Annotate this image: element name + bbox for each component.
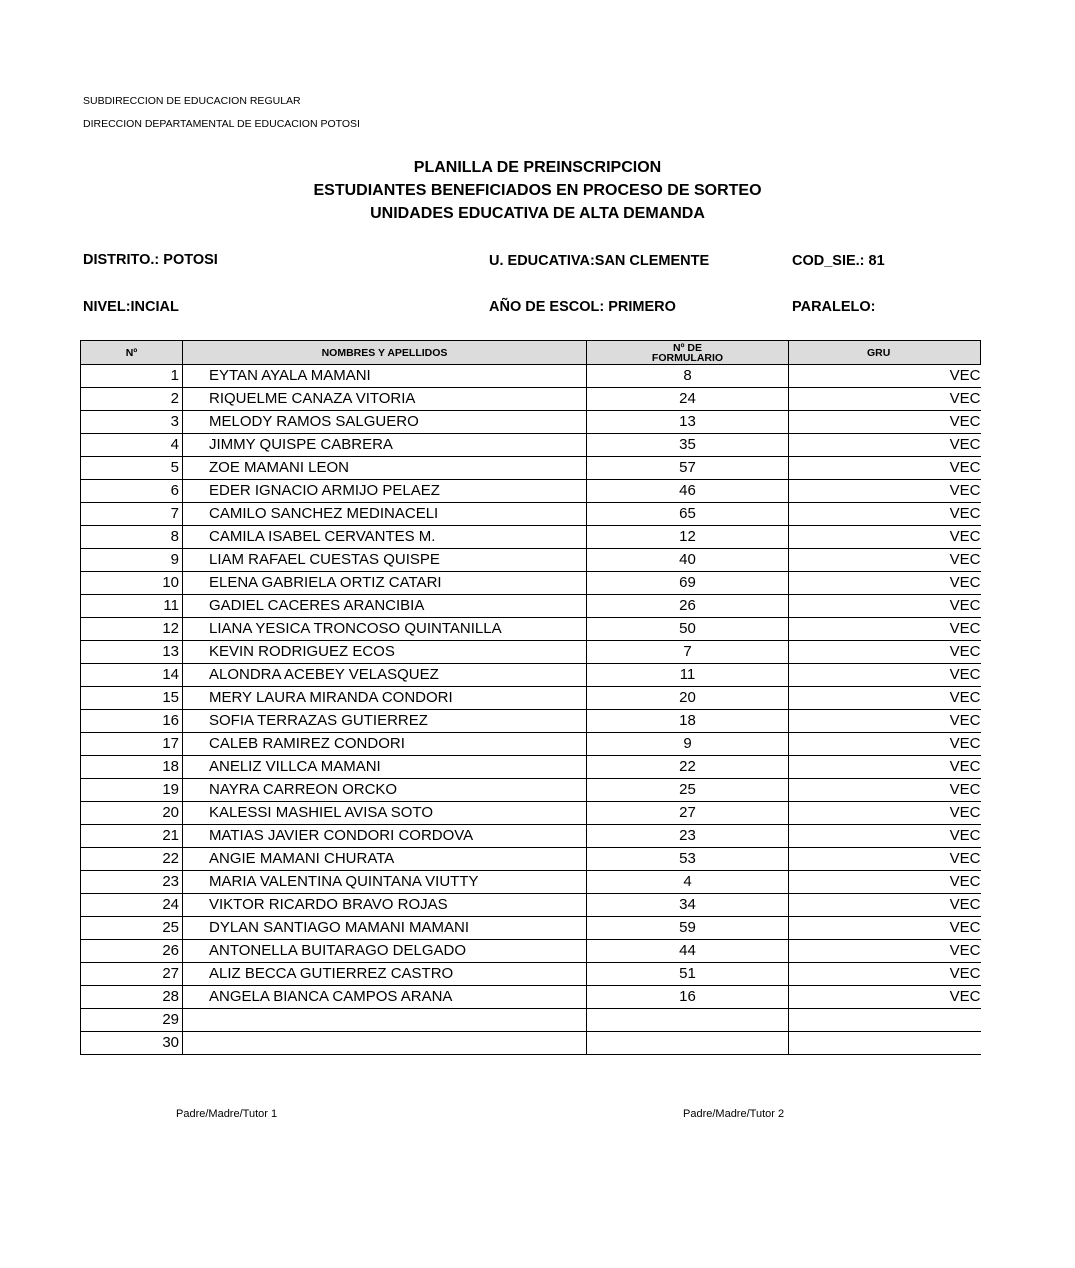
row-name: NAYRA CARREON ORCKO xyxy=(183,779,587,802)
row-grupo xyxy=(789,1032,981,1055)
row-number: 11 xyxy=(81,595,183,618)
table-row xyxy=(81,779,981,802)
meta-nivel: NIVEL:INCIAL xyxy=(83,299,179,315)
row-grupo: VEC xyxy=(789,940,981,963)
row-grupo: VEC xyxy=(789,779,981,802)
row-grupo: VEC xyxy=(789,710,981,733)
table-row xyxy=(81,434,981,457)
header-formulario xyxy=(587,341,789,365)
table-row xyxy=(81,687,981,710)
row-number: 30 xyxy=(81,1032,183,1055)
title-unidades: UNIDADES EDUCATIVA DE ALTA DEMANDA xyxy=(370,205,705,222)
row-name: GADIEL CACERES ARANCIBIA xyxy=(183,595,587,618)
title-planilla: PLANILLA DE PREINSCRIPCION xyxy=(413,159,662,176)
table-row xyxy=(81,572,981,595)
table-row xyxy=(81,549,981,572)
row-number: 26 xyxy=(81,940,183,963)
row-number: 1 xyxy=(81,365,183,388)
row-number: 17 xyxy=(81,733,183,756)
row-number: 27 xyxy=(81,963,183,986)
row-formulario: 35 xyxy=(587,434,789,457)
row-formulario: 11 xyxy=(587,664,789,687)
header-subdireccion: SUBDIRECCION DE EDUCACION REGULAR xyxy=(83,95,301,107)
row-name: MATIAS JAVIER CONDORI CORDOVA xyxy=(183,825,587,848)
row-grupo: VEC xyxy=(789,480,981,503)
row-name: SOFIA TERRAZAS GUTIERREZ xyxy=(183,710,587,733)
row-number: 28 xyxy=(81,986,183,1009)
row-number: 20 xyxy=(81,802,183,825)
row-grupo: VEC xyxy=(789,917,981,940)
row-number: 8 xyxy=(81,526,183,549)
row-formulario: 44 xyxy=(587,940,789,963)
meta-paralelo: PARALELO: xyxy=(792,299,876,315)
table-row xyxy=(81,825,981,848)
table-row xyxy=(81,664,981,687)
row-grupo: VEC xyxy=(789,802,981,825)
header-formulario-line1: Nº DE xyxy=(673,341,702,354)
row-number: 9 xyxy=(81,549,183,572)
row-grupo: VEC xyxy=(789,572,981,595)
row-name: ANGELA BIANCA CAMPOS ARANA xyxy=(183,986,587,1009)
row-name: CAMILA ISABEL CERVANTES M. xyxy=(183,526,587,549)
row-name: EDER IGNACIO ARMIJO PELAEZ xyxy=(183,480,587,503)
row-grupo: VEC xyxy=(789,733,981,756)
row-number: 15 xyxy=(81,687,183,710)
row-number: 7 xyxy=(81,503,183,526)
row-formulario: 23 xyxy=(587,825,789,848)
row-name: ELENA GABRIELA ORTIZ CATARI xyxy=(183,572,587,595)
row-formulario: 7 xyxy=(587,641,789,664)
row-number: 2 xyxy=(81,388,183,411)
row-formulario: 40 xyxy=(587,549,789,572)
row-name: RIQUELME CANAZA VITORIA xyxy=(183,388,587,411)
row-grupo: VEC xyxy=(789,595,981,618)
row-name xyxy=(183,1009,587,1032)
row-formulario: 34 xyxy=(587,894,789,917)
table-row xyxy=(81,963,981,986)
header-nombres: NOMBRES Y APELLIDOS xyxy=(183,341,587,365)
header-direccion: DIRECCION DEPARTAMENTAL DE EDUCACION POTOSI xyxy=(83,118,360,130)
signature-tutor-2: Padre/Madre/Tutor 2 xyxy=(683,1108,785,1120)
row-formulario: 26 xyxy=(587,595,789,618)
row-number: 16 xyxy=(81,710,183,733)
row-name: KEVIN RODRIGUEZ ECOS xyxy=(183,641,587,664)
row-grupo: VEC xyxy=(789,894,981,917)
row-name xyxy=(183,1032,587,1055)
row-number: 18 xyxy=(81,756,183,779)
row-name: DYLAN SANTIAGO MAMANI MAMANI xyxy=(183,917,587,940)
header-formulario-line2: FORMULARIO xyxy=(651,351,724,364)
row-grupo xyxy=(789,1009,981,1032)
row-number: 29 xyxy=(81,1009,183,1032)
table-row xyxy=(81,871,981,894)
row-grupo: VEC xyxy=(789,365,981,388)
row-number: 4 xyxy=(81,434,183,457)
table-row xyxy=(81,710,981,733)
row-formulario: 46 xyxy=(587,480,789,503)
table-row xyxy=(81,457,981,480)
row-formulario: 22 xyxy=(587,756,789,779)
table-row xyxy=(81,894,981,917)
row-grupo: VEC xyxy=(789,457,981,480)
row-name: KALESSI MASHIEL AVISA SOTO xyxy=(183,802,587,825)
meta-distrito: DISTRITO.: POTOSI xyxy=(83,252,218,268)
table-row xyxy=(81,411,981,434)
row-number: 13 xyxy=(81,641,183,664)
row-number: 6 xyxy=(81,480,183,503)
row-name: EYTAN AYALA MAMANI xyxy=(183,365,587,388)
table-row xyxy=(81,526,981,549)
students-table xyxy=(80,340,981,1055)
row-formulario: 69 xyxy=(587,572,789,595)
row-formulario: 50 xyxy=(587,618,789,641)
row-formulario: 59 xyxy=(587,917,789,940)
row-name: MARIA VALENTINA QUINTANA VIUTTY xyxy=(183,871,587,894)
row-name: ANTONELLA BUITARAGO DELGADO xyxy=(183,940,587,963)
row-formulario: 18 xyxy=(587,710,789,733)
meta-anio-escolar: AÑO DE ESCOL: PRIMERO xyxy=(489,299,676,315)
row-grupo: VEC xyxy=(789,756,981,779)
table-row xyxy=(81,618,981,641)
row-grupo: VEC xyxy=(789,986,981,1009)
table-body xyxy=(81,365,981,1055)
row-name: ALIZ BECCA GUTIERREZ CASTRO xyxy=(183,963,587,986)
row-formulario: 20 xyxy=(587,687,789,710)
table-row xyxy=(81,641,981,664)
row-name: CALEB RAMIREZ CONDORI xyxy=(183,733,587,756)
table-row xyxy=(81,503,981,526)
row-grupo: VEC xyxy=(789,871,981,894)
row-number: 21 xyxy=(81,825,183,848)
row-name: ANELIZ VILLCA MAMANI xyxy=(183,756,587,779)
row-formulario: 24 xyxy=(587,388,789,411)
row-formulario: 25 xyxy=(587,779,789,802)
table-row xyxy=(81,480,981,503)
row-grupo: VEC xyxy=(789,526,981,549)
table-row xyxy=(81,388,981,411)
table-row xyxy=(81,733,981,756)
meta-unidad-educativa: U. EDUCATIVA:SAN CLEMENTE xyxy=(489,253,710,269)
table-row xyxy=(81,848,981,871)
row-name: LIANA YESICA TRONCOSO QUINTANILLA xyxy=(183,618,587,641)
row-formulario: 12 xyxy=(587,526,789,549)
table-header-row xyxy=(81,341,981,365)
row-grupo: VEC xyxy=(789,388,981,411)
row-formulario: 57 xyxy=(587,457,789,480)
row-number: 14 xyxy=(81,664,183,687)
row-formulario xyxy=(587,1009,789,1032)
row-grupo: VEC xyxy=(789,825,981,848)
row-formulario: 53 xyxy=(587,848,789,871)
row-number: 19 xyxy=(81,779,183,802)
row-formulario xyxy=(587,1032,789,1055)
table-row xyxy=(81,917,981,940)
row-formulario: 4 xyxy=(587,871,789,894)
row-grupo: VEC xyxy=(789,687,981,710)
row-number: 22 xyxy=(81,848,183,871)
row-name: VIKTOR RICARDO BRAVO ROJAS xyxy=(183,894,587,917)
row-formulario: 8 xyxy=(587,365,789,388)
row-formulario: 51 xyxy=(587,963,789,986)
table-row xyxy=(81,802,981,825)
row-grupo: VEC xyxy=(789,549,981,572)
meta-cod-sie: COD_SIE.: 81 xyxy=(792,253,885,269)
table-row xyxy=(81,940,981,963)
row-name: CAMILO SANCHEZ MEDINACELI xyxy=(183,503,587,526)
table-row xyxy=(81,595,981,618)
row-grupo: VEC xyxy=(789,434,981,457)
row-name: ZOE MAMANI LEON xyxy=(183,457,587,480)
row-number: 25 xyxy=(81,917,183,940)
students-table-wrapper xyxy=(80,340,981,1056)
row-name: MERY LAURA MIRANDA CONDORI xyxy=(183,687,587,710)
row-grupo: VEC xyxy=(789,664,981,687)
row-grupo: VEC xyxy=(789,963,981,986)
header-grupo: GRU xyxy=(789,341,981,365)
row-name: MELODY RAMOS SALGUERO xyxy=(183,411,587,434)
row-formulario: 13 xyxy=(587,411,789,434)
row-name: ALONDRA ACEBEY VELASQUEZ xyxy=(183,664,587,687)
title-estudiantes: ESTUDIANTES BENEFICIADOS EN PROCESO DE SORTEO xyxy=(313,182,762,199)
row-grupo: VEC xyxy=(789,848,981,871)
row-name: ANGIE MAMANI CHURATA xyxy=(183,848,587,871)
row-number: 23 xyxy=(81,871,183,894)
row-formulario: 27 xyxy=(587,802,789,825)
table-row xyxy=(81,1032,981,1055)
row-formulario: 9 xyxy=(587,733,789,756)
table-row xyxy=(81,365,981,388)
table-row xyxy=(81,756,981,779)
row-grupo: VEC xyxy=(789,411,981,434)
signature-tutor-1: Padre/Madre/Tutor 1 xyxy=(176,1108,278,1120)
row-grupo: VEC xyxy=(789,641,981,664)
row-number: 3 xyxy=(81,411,183,434)
table-row xyxy=(81,1009,981,1032)
row-number: 12 xyxy=(81,618,183,641)
row-name: LIAM RAFAEL CUESTAS QUISPE xyxy=(183,549,587,572)
row-number: 10 xyxy=(81,572,183,595)
row-number: 24 xyxy=(81,894,183,917)
row-name: JIMMY QUISPE CABRERA xyxy=(183,434,587,457)
row-formulario: 65 xyxy=(587,503,789,526)
table-row xyxy=(81,986,981,1009)
row-grupo: VEC xyxy=(789,618,981,641)
row-number: 5 xyxy=(81,457,183,480)
row-grupo: VEC xyxy=(789,503,981,526)
header-num: Nº xyxy=(81,341,183,365)
row-formulario: 16 xyxy=(587,986,789,1009)
